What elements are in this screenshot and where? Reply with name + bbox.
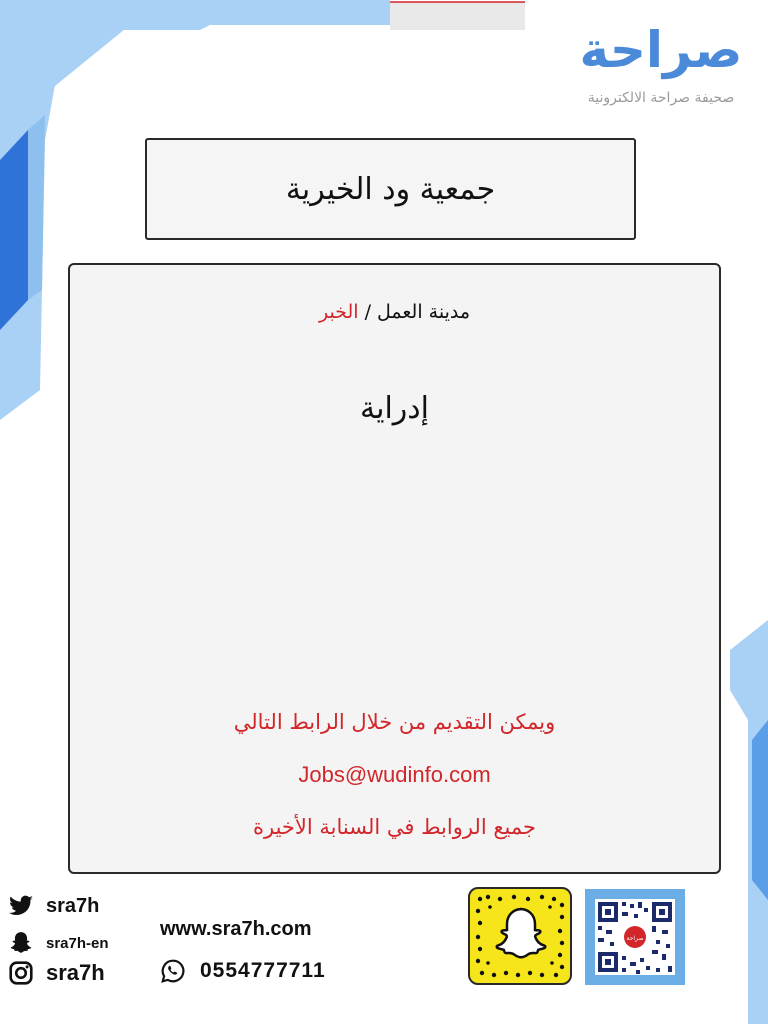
twitter-bird-icon: [8, 893, 34, 919]
whatsapp-phone-row[interactable]: [160, 958, 326, 984]
snapchat-handle-row[interactable]: [8, 930, 109, 956]
phone-number: 0554777711: [200, 959, 326, 982]
instagram-handle: sra7h: [46, 960, 105, 985]
organization-title: جمعية ود الخيرية: [285, 171, 496, 207]
snapcode-image: [468, 887, 572, 985]
brand-logo: [566, 12, 756, 122]
work-city: [70, 301, 719, 323]
snapcode-graphic: [470, 889, 570, 983]
apply-instructions: ويمكن التقديم من خلال الرابط التالي: [233, 710, 556, 734]
snapchat-ghost-outline: [497, 909, 545, 957]
logo-tagline: صحيفة صراحة الالكترونية: [587, 90, 735, 106]
instagram-handle-row[interactable]: [8, 960, 105, 986]
apply-email[interactable]: Jobs@wudinfo.com: [298, 762, 491, 787]
snapchat-ghost-icon: [8, 930, 34, 956]
logo-wordmark: صراحة: [579, 21, 743, 79]
qr-code-graphic: [585, 889, 685, 985]
snapchat-handle: sra7h-en: [46, 934, 109, 952]
job-field: إدراية: [360, 391, 429, 426]
job-details-box: [68, 263, 721, 874]
twitter-handle-row[interactable]: [8, 893, 99, 919]
organization-title-box: [145, 138, 636, 240]
work-city-value: الخبر: [318, 301, 359, 323]
qr-code-panel: [585, 889, 685, 985]
website-link[interactable]: www.sra7h.com: [160, 918, 312, 940]
whatsapp-icon: [160, 958, 186, 984]
twitter-handle: sra7h: [46, 894, 100, 917]
top-grey-bar: [390, 2, 525, 30]
links-note: جميع الروابط في السنابة الأخيرة: [253, 815, 536, 839]
left-mid-band: [28, 115, 45, 300]
right-blue-band: [752, 720, 768, 900]
instagram-icon: [8, 960, 34, 986]
work-city-label: مدينة العمل /: [358, 301, 471, 323]
qr-center-badge-text: صراحة: [626, 935, 644, 942]
left-dark-band: [0, 130, 28, 330]
top-left-blue-band: [0, 0, 260, 30]
